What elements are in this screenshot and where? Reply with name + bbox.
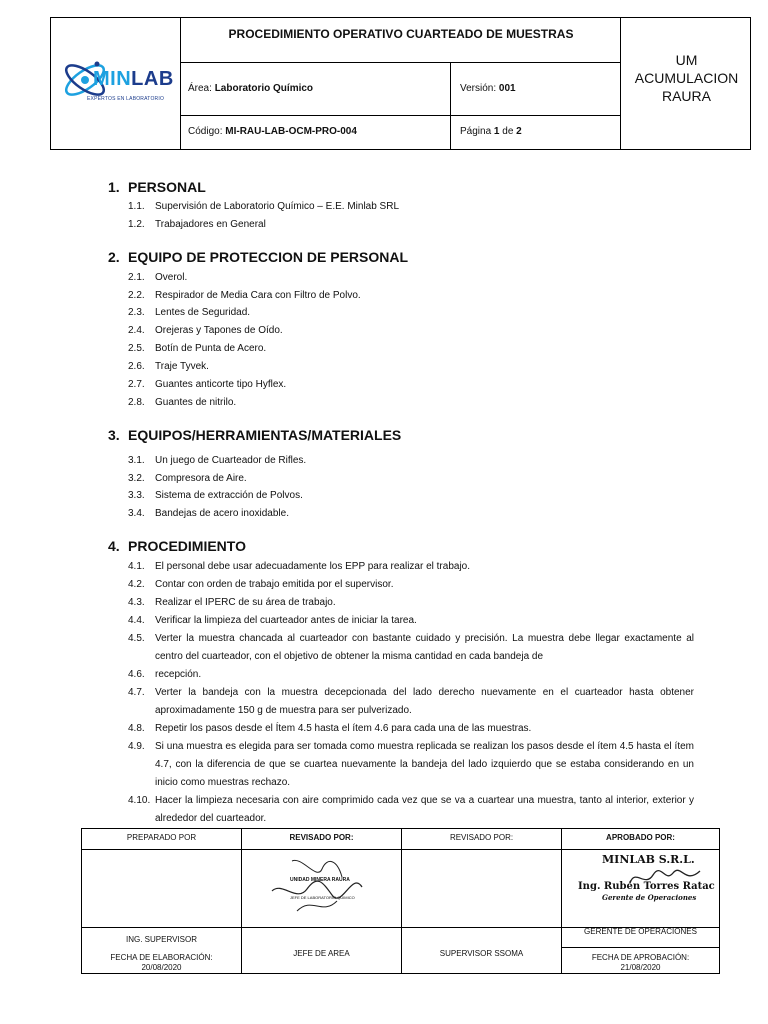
approval-date: 21/08/2020 <box>620 963 661 972</box>
list-item: 4.5. Verter la muestra chancada al cuarteador con bastante cuidado y precisión. La muestra debe llegar exactamente al centro del cuarteador, con el objetivo de obtener la misma cantidad en cada bandeja de <box>128 633 694 662</box>
list-item: 2.3. Lentes de Seguridad. <box>128 307 251 318</box>
area-cell: Área: Laboratorio Químico <box>188 83 314 94</box>
list-item: 2.7. Guantes anticorte tipo Hyflex. <box>128 379 287 390</box>
operations-manager-role: GERENTE DE OPERACIONES <box>584 927 697 936</box>
list-item: 3.1. Un juego de Cuarteador de Rifles. <box>128 455 307 466</box>
list-item: 3.4. Bandejas de acero inoxidable. <box>128 508 289 519</box>
list-item: 1.2. Trabajadores en General <box>128 219 266 230</box>
document-header-table <box>50 17 751 150</box>
approver-signature-stamp: MINLAB S.R.L. Ing. Rubén Torres Ratac Gerente de Operaciones <box>578 853 715 902</box>
list-item: 3.3. Sistema de extracción de Polvos. <box>128 490 303 501</box>
section-title-epp: 2. EQUIPO DE PROTECCION DE PERSONAL <box>108 249 409 265</box>
area-chief-role: JEFE DE AREA <box>293 949 350 958</box>
section-title-procedimiento: 4. PROCEDIMIENTO <box>108 538 246 554</box>
ssoma-supervisor-role: SUPERVISOR SSOMA <box>439 949 524 958</box>
logo-tagline: EXPERTOS EN LABORATORIO <box>87 96 165 102</box>
version-cell: Versión: 001 <box>460 83 516 94</box>
list-item: 2.6. Traje Tyvek. <box>128 361 209 372</box>
minlab-logo <box>57 48 175 126</box>
list-item: 3.2. Compresora de Aire. <box>128 473 247 484</box>
logo-wordmark: MINLAB <box>93 68 174 90</box>
reviewed-by-header-2: REVISADO POR: <box>449 833 514 842</box>
list-item: 2.2. Respirador de Media Cara con Filtro de Polvo. <box>128 290 361 301</box>
elaboration-date-label: FECHA DE ELABORACIÓN: <box>110 953 213 962</box>
list-item: 4.1. El personal debe usar adecuadamente los EPP para realizar el trabajo. <box>128 561 471 572</box>
list-item: 4.3. Realizar el IPERC de su área de trabajo. <box>128 597 336 608</box>
list-item: 4.7. Verter la bandeja con la muestra decepcionada del lado derecho nuevamente en el cuarteador hasta obtener aproximadamente 150 g de muestra para ser pulverizado. <box>128 687 694 716</box>
section-title-personal: 1. PERSONAL <box>108 179 206 195</box>
list-item: 4.10. Hacer la limpieza necesaria con aire comprimido cada vez que se va a cuartear una muestra, tanto al interior, exterior y alrededor del cuarteador. <box>128 795 694 824</box>
approval-table <box>81 828 720 974</box>
approval-date-label: FECHA DE APROBACIÓN: <box>591 953 690 962</box>
reviewer-signature-stamp: UNIDAD MINERA RAURA JEFE DE LABORATORIO QUIMICO <box>262 851 382 925</box>
list-item: 4.2. Contar con orden de trabajo emitida por el supervisor. <box>128 579 394 590</box>
list-item: 1.1. Supervisión de Laboratorio Químico – E.E. Minlab SRL <box>128 201 400 212</box>
list-item: 2.1. Overol. <box>128 272 188 283</box>
supervisor-role: ING. SUPERVISOR <box>126 935 197 944</box>
list-item: 4.4. Verificar la limpieza del cuarteador antes de iniciar la tarea. <box>128 615 417 626</box>
page-cell: Página 1 de 2 <box>460 126 522 137</box>
elaboration-date: 20/08/2020 <box>141 963 182 972</box>
approved-by-header: APROBADO POR: <box>606 833 675 842</box>
prepared-by-header: PREPARADO POR <box>126 833 197 842</box>
code-cell: Código: MI-RAU-LAB-OCM-PRO-004 <box>188 126 357 137</box>
list-item: 2.8. Guantes de nitrilo. <box>128 397 237 408</box>
list-item: 4.8. Repetir los pasos desde el Ítem 4.5 hasta el ítem 4.6 para cada una de las muestras. <box>128 723 532 734</box>
document-title: PROCEDIMIENTO OPERATIVO CUARTEADO DE MUESTRAS <box>228 27 574 41</box>
reviewed-by-header: REVISADO POR: <box>289 833 354 842</box>
list-item: 4.6. recepción. <box>128 669 202 680</box>
list-item: 4.9. Si una muestra es elegida para ser tomada como muestra replicada se realizan los pasos desde el ítem 4.5 hasta el ítem 4.7, con la diferencia de que se cuartea nuevamente la bandeja del lado izquierdo que se estaba considerando en un inicio como muestras rechazo. <box>128 741 694 788</box>
list-item: 2.4. Orejeras y Tapones de Oído. <box>128 325 283 336</box>
unit-name: UM ACUMULACION RAURA <box>634 52 739 104</box>
section-title-equipos: 3. EQUIPOS/HERRAMIENTAS/MATERIALES <box>108 427 402 443</box>
list-item: 2.5. Botín de Punta de Acero. <box>128 343 267 354</box>
